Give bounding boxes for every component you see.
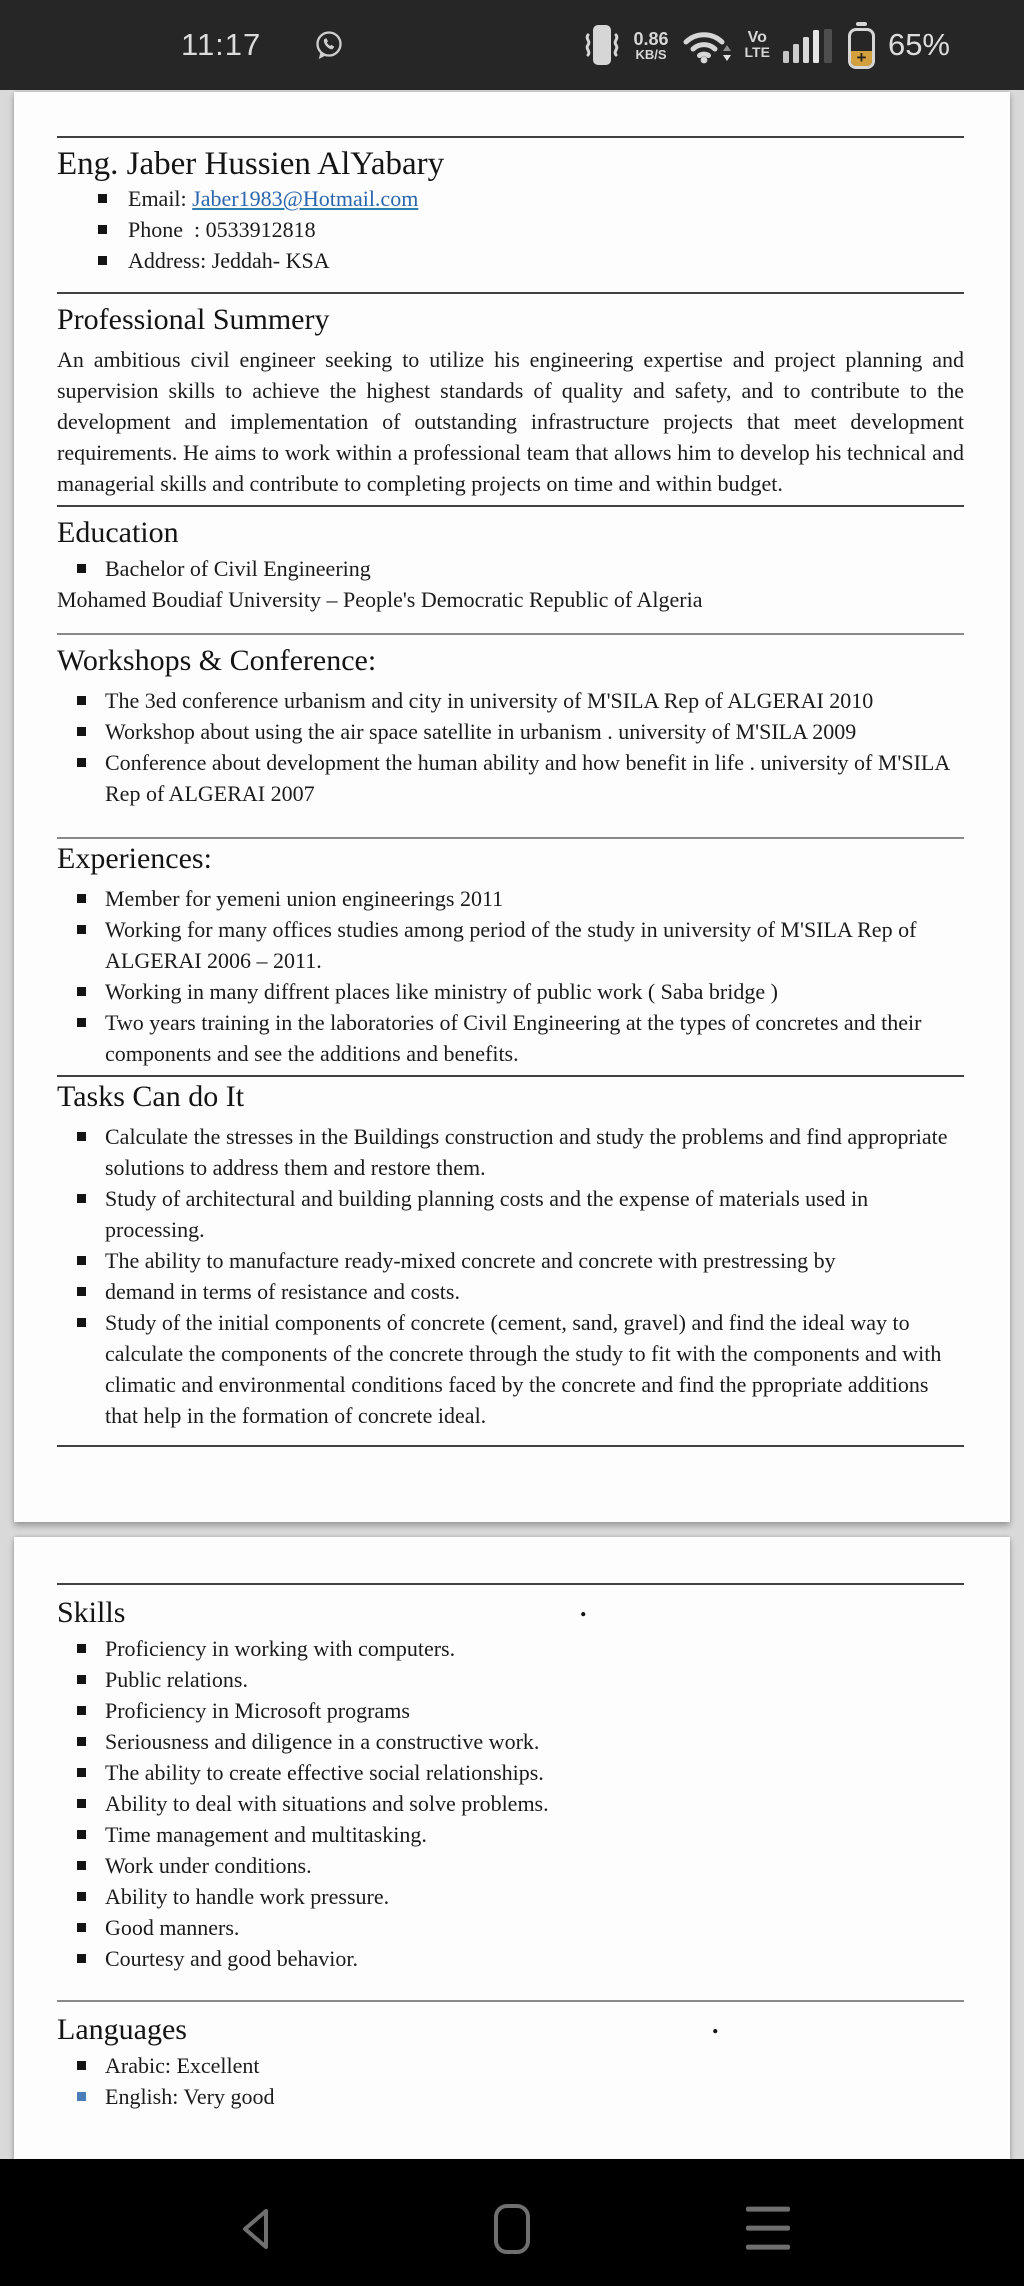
- university-text: Mohamed Boudiaf University – People's Democratic Republic of Algeria: [57, 587, 703, 612]
- list-item: Study of the initial components of concrete (cement, sand, gravel) and find the ideal way to calculate the components of the concrete through the study to fit with the components and with climatic and environmental conditions faced by the concrete and find the ppropriate additions that help in the formation of concrete ideal.: [57, 1307, 964, 1431]
- experiences-list: [57, 883, 964, 1069]
- email-label: Email:: [128, 186, 193, 211]
- skills-list: [57, 1633, 964, 1974]
- list-item: Work under conditions.: [57, 1850, 964, 1881]
- back-button[interactable]: [238, 2204, 274, 2254]
- android-nav-bar: [0, 2159, 1024, 2286]
- vibrate-mode-icon: [583, 21, 621, 69]
- list-item: Good manners.: [57, 1912, 964, 1943]
- bullet-square-icon: [77, 1954, 86, 1963]
- bullet-square-icon: [77, 925, 86, 934]
- list-item: Ability to handle work pressure.: [57, 1881, 964, 1912]
- bullet-square-icon: [77, 1923, 86, 1932]
- back-triangle-icon: [238, 2204, 274, 2254]
- bullet-square-icon: [77, 1287, 86, 1296]
- wifi-icon: [682, 25, 732, 65]
- status-bar: [0, 0, 1024, 90]
- network-speed-value: 0.86: [633, 28, 669, 49]
- section-divider: [57, 1445, 964, 1447]
- list-item: demand in terms of resistance and costs.: [57, 1276, 964, 1307]
- section-divider: [57, 633, 964, 635]
- list-item: The ability to manufacture ready-mixed concrete and concrete with prestressing by: [57, 1245, 964, 1276]
- bullet-square-icon: [77, 1892, 86, 1901]
- bullet-square-icon: [77, 2061, 86, 2070]
- workshops-list: [57, 685, 964, 809]
- bullet-square-icon: [77, 1194, 86, 1203]
- bullet-square-icon: [77, 1706, 86, 1715]
- clock-text: 11:17: [181, 27, 262, 62]
- bullet-square-icon: [77, 894, 86, 903]
- home-button[interactable]: [494, 2204, 530, 2254]
- list-item: Workshop about using the air space satellite in urbanism . university of M'SILA 2009: [57, 716, 964, 747]
- email-link[interactable]: Jaber1983@Hotmail.com: [192, 186, 419, 211]
- list-item: Time management and multitasking.: [57, 1819, 964, 1850]
- list-item: Proficiency in Microsoft programs: [57, 1695, 964, 1726]
- bullet-square-icon: [77, 696, 86, 705]
- section-title-summary: Professional Summery: [57, 303, 330, 336]
- bullet-square-icon: [77, 1861, 86, 1870]
- bullet-square-icon: [77, 1768, 86, 1777]
- list-item: Conference about development the human ability and how benefit in life . university of M'SILA Rep of ALGERAI 2007: [57, 747, 964, 809]
- list-item: The 3ed conference urbanism and city in university of M'SILA Rep of ALGERAI 2010: [57, 685, 964, 716]
- section-title-languages: Languages: [57, 2013, 187, 2046]
- tasks-list: [57, 1121, 964, 1431]
- list-item: Two years training in the laboratories of Civil Engineering at the types of concretes and their components and see the additions and benefits.: [57, 1007, 964, 1069]
- bullet-square-icon: [77, 727, 86, 736]
- list-item: The ability to create effective social relationships.: [57, 1757, 964, 1788]
- list-item: Working in many diffrent places like ministry of public work ( Saba bridge ): [57, 976, 964, 1007]
- battery-percent-text: 65%: [887, 27, 950, 62]
- education-list: [57, 553, 964, 584]
- stray-period: .: [712, 2010, 719, 2039]
- network-speed-indicator: [634, 30, 669, 61]
- bullet-square-icon: [98, 225, 107, 234]
- bullet-square-icon: [77, 1318, 86, 1327]
- battery-charging-icon: +: [848, 22, 875, 69]
- bullet-square-icon: [77, 1799, 86, 1808]
- contact-list: [57, 183, 964, 276]
- bullet-square-icon: [98, 194, 107, 203]
- list-item: [57, 214, 964, 245]
- list-item: Member for yemeni union engineerings 2011: [57, 883, 964, 914]
- languages-title-row: [57, 2010, 964, 2050]
- section-divider: [57, 2000, 964, 2002]
- list-item: [57, 245, 964, 276]
- network-speed-unit: KB/S: [635, 46, 667, 62]
- list-item: Public relations.: [57, 1664, 964, 1695]
- summary-paragraph: An ambitious civil engineer seeking to utilize his engineering expertise and project planning and supervision skills to achieve the highest standards of quality and safety, and to contribute to the development and implementation of outstanding infrastructure projects that meet development requirements. He aims to work within a professional team that allows him to develop his technical and managerial skills and contribute to completing projects on time and within budget.: [57, 347, 964, 496]
- resume-name: Eng. Jaber Hussien AlYabary: [57, 146, 445, 182]
- list-item: Study of architectural and building planning costs and the expense of materials used in processing.: [57, 1183, 964, 1245]
- list-item: Seriousness and diligence in a constructive work.: [57, 1726, 964, 1757]
- whatsapp-notification-icon: [313, 29, 345, 61]
- list-item: Working for many offices studies among period of the study in university of M'SILA Rep of ALGERAI 2006 – 2011.: [57, 914, 964, 976]
- volte-indicator: Vo LTE: [744, 29, 770, 60]
- section-title-experiences: Experiences:: [57, 842, 212, 875]
- bullet-square-icon: [77, 1830, 86, 1839]
- list-item: English: Very good: [57, 2081, 964, 2112]
- home-icon: [494, 2204, 530, 2254]
- skills-title-row: [57, 1593, 964, 1633]
- resume-page-1: [14, 92, 1010, 1522]
- bullet-square-icon: [77, 987, 86, 996]
- status-icon-cluster: [583, 21, 951, 69]
- bullet-square-icon: [77, 1256, 86, 1265]
- stray-period: .: [580, 1593, 587, 1622]
- section-title-education: Education: [57, 516, 179, 549]
- bullet-square-icon: [77, 1132, 86, 1141]
- menu-lines-icon: [746, 2206, 790, 2249]
- section-divider: [57, 505, 964, 507]
- bullet-square-icon: [77, 1018, 86, 1027]
- section-title-workshops: Workshops & Conference:: [57, 644, 377, 677]
- bullet-square-icon: [77, 1644, 86, 1653]
- bullet-square-icon: [77, 758, 86, 767]
- bullet-square-icon: [77, 2092, 86, 2101]
- phone-text: Phone : 0533912818: [128, 217, 316, 242]
- signal-strength-icon: [783, 26, 835, 64]
- bullet-square-icon: [98, 256, 107, 265]
- list-item: Calculate the stresses in the Buildings construction and study the problems and find appropriate solutions to address them and restore them.: [57, 1121, 964, 1183]
- list-item: Arabic: Excellent: [57, 2050, 964, 2081]
- list-item: Proficiency in working with computers.: [57, 1633, 964, 1664]
- list-item: Ability to deal with situations and solve problems.: [57, 1788, 964, 1819]
- bullet-square-icon: [77, 1675, 86, 1684]
- recents-menu-button[interactable]: [746, 2206, 790, 2249]
- section-title-skills: Skills: [57, 1596, 126, 1629]
- document-viewer[interactable]: [0, 92, 1024, 2159]
- section-divider: [57, 136, 964, 138]
- list-item: Bachelor of Civil Engineering: [57, 553, 964, 584]
- languages-list: [57, 2050, 964, 2112]
- section-title-tasks: Tasks Can do It: [57, 1080, 245, 1113]
- list-item: Courtesy and good behavior.: [57, 1943, 964, 1974]
- section-divider: [57, 1583, 964, 1585]
- resume-page-2: [14, 1537, 1010, 2159]
- section-divider: [57, 292, 964, 294]
- list-item: [57, 183, 964, 214]
- address-text: Address: Jeddah- KSA: [128, 248, 330, 273]
- bullet-square-icon: [77, 564, 86, 573]
- bullet-square-icon: [77, 1737, 86, 1746]
